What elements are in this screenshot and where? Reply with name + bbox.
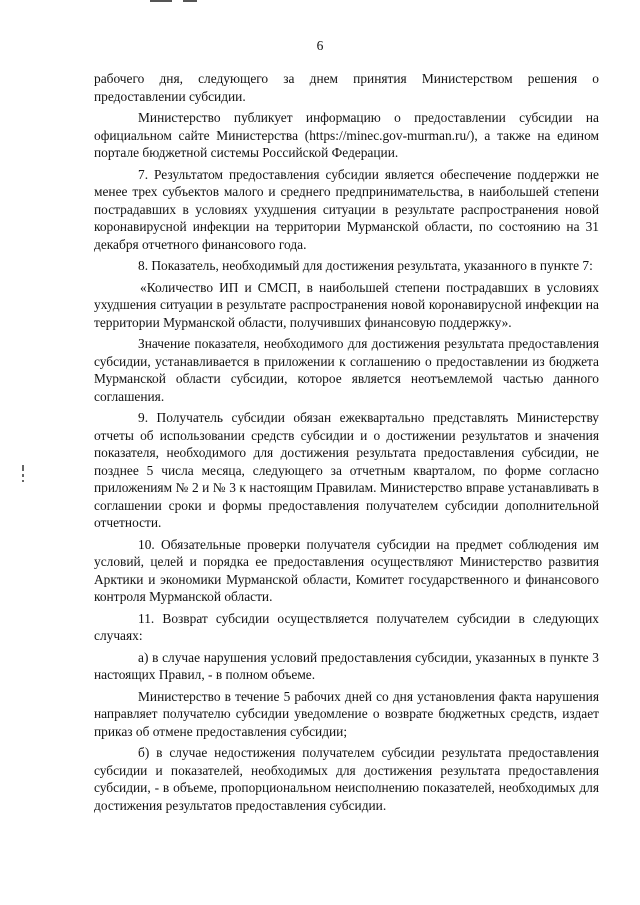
paragraph-notification: Министерство в течение 5 рабочих дней со дня установления факта нарушения направляет получателю субсидии уведомление о возврате бюджетных средств, издает приказ об отмене предоставления субсидии; [94, 688, 599, 739]
paragraph-clause-11-a: а) в случае нарушения условий предоставления субсидии, указанных в пункте 3 настоящих Правил, - в полном объеме. [94, 649, 599, 682]
paragraph-clause-8: 8. Показатель, необходимый для достижения результата, указанного в пункте 7: [138, 258, 593, 273]
document-body [94, 70, 599, 818]
paragraph-clause-10: 10. Обязательные проверки получателя субсидии на предмет соблюдения им условий, целей и порядка ее предоставления осуществляют Министерство развития Арктики и экономики Мурманской области, Комитет государственного и финансового контроля Мурманской области. [94, 536, 599, 604]
page-number: 6 [316, 38, 324, 53]
paragraph-publication: Министерство публикует информацию о предоставлении субсидии на официальном сайте Министерства (https://minec.gov-murman.ru/), а также на едином портале бюджетной системы Российской Федерации. [94, 110, 599, 160]
scan-artifact [22, 474, 24, 477]
scan-artifact [183, 0, 197, 2]
paragraph-clause-11-b: б) в случае недостижения получателем субсидии результата предоставления субсидии и показателей, необходимых для достижения результата предоставления субсидии, - в объеме, пропорциональном неисполнению показателей, необходимых для достижения результатов предоставления субсидии. [94, 745, 599, 813]
paragraph-indicator-value: Значение показателя, необходимого для достижения результата предоставления субсидии, устанавливается в приложении к соглашению о предоставлении из бюджета Мурманской области субсидии, которое является неотъемлемой частью данного соглашения. [94, 336, 599, 404]
scan-artifact [22, 465, 24, 471]
paragraph-clause-9: 9. Получатель субсидии обязан ежеквартально представлять Министерству отчеты об использовании средств субсидии и о достижении результатов и значения показателя, необходимого для достижения результата предоставления субсидии, не позднее 5 числа месяца, следующего за отчетным кварталом, по форме согласно приложениям № 2 и № 3 к настоящим Правилам. Министерство вправе устанавливать в соглашении сроки и формы предоставления получателем субсидии дополнительной отчетности. [94, 410, 599, 530]
paragraph-continuation: рабочего дня, следующего за днем принятия Министерством решения о предоставлении субсидии. [94, 71, 599, 104]
paragraph-clause-7: 7. Результатом предоставления субсидии является обеспечение поддержки не менее трех субъектов малого и среднего предпринимательства, в наибольшей степени пострадавших в условиях ухудшения ситуации в результате распространения новой коронавирусной инфекции на территории Мурманской области, по состоянию на 31 декабря отчетного финансового года. [94, 166, 599, 252]
paragraph-clause-11: 11. Возврат субсидии осуществляется получателем субсидии в следующих случаях: [94, 610, 599, 643]
scan-artifact [22, 480, 24, 482]
scan-artifact [150, 0, 172, 2]
paragraph-indicator-quote: «Количество ИП и СМСП, в наибольшей степени пострадавших в условиях ухудшения ситуации в результате распространения новой коронавирусной инфекции на территории Мурманской области, получивших финансовую поддержку». [94, 279, 599, 330]
